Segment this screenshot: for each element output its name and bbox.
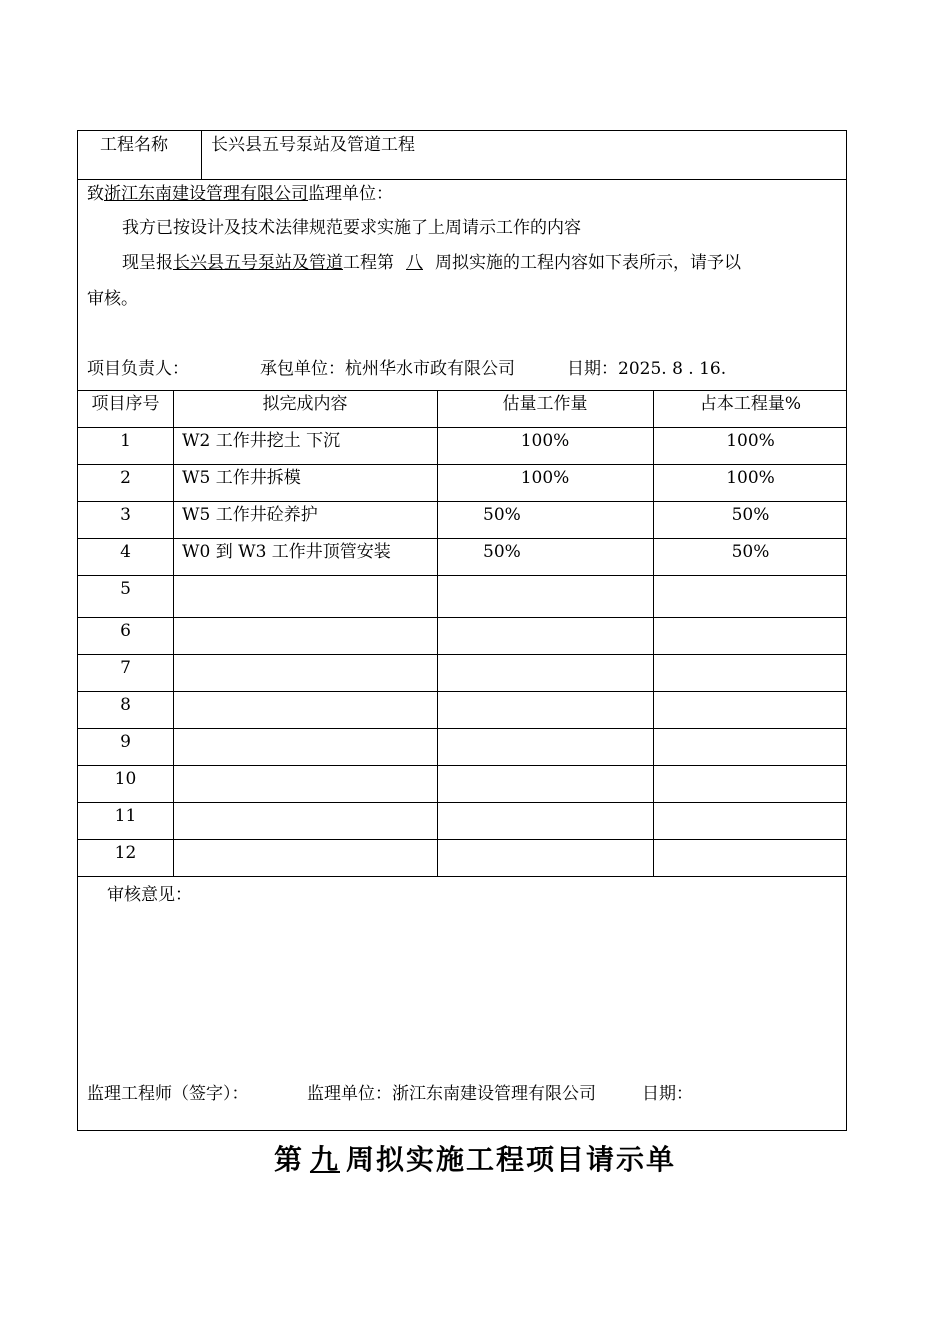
table-row-rule xyxy=(78,728,846,729)
table-row-content: W5 工作井砼养护 xyxy=(182,505,318,525)
title-suffix: 周拟实施工程项目请示单 xyxy=(346,1143,677,1176)
table-header-cell: 拟完成内容 xyxy=(262,394,348,414)
table-row-no: 8 xyxy=(120,695,131,715)
submit-date: 日期：2025. 8 . 16. xyxy=(567,359,727,379)
table-row-rule xyxy=(78,839,846,840)
table-row-no: 2 xyxy=(120,468,131,488)
line2-project: 长兴县五号泵站及管道 xyxy=(173,253,343,273)
table-row-rule xyxy=(78,654,846,655)
title-week: 九 xyxy=(309,1143,340,1176)
table-row-no: 11 xyxy=(114,806,137,826)
table-row-rule xyxy=(78,765,846,766)
letter-rule xyxy=(78,390,846,391)
table-row-rule xyxy=(78,501,846,502)
table-row-rule xyxy=(78,464,846,465)
addressee-prefix: 致 xyxy=(87,184,104,204)
table-row-no: 3 xyxy=(120,505,131,525)
table-header-cell: 估量工作量 xyxy=(502,394,588,414)
line2-prefix: 现呈报 xyxy=(122,253,173,273)
review-date: 日期： xyxy=(642,1084,693,1104)
page-title xyxy=(0,1138,950,1178)
title-prefix: 第 xyxy=(273,1143,304,1176)
contractor: 承包单位：杭州华水市政有限公司 xyxy=(260,359,515,379)
table-row-content: W0 到 W3 工作井顶管安装 xyxy=(182,542,391,562)
letter-line-2 xyxy=(122,253,741,273)
owner-label: 项目负责人： xyxy=(87,359,189,379)
table-row-no: 5 xyxy=(120,579,131,599)
table-row-no: 7 xyxy=(120,658,131,678)
project-name-value: 长兴县五号泵站及管道工程 xyxy=(211,135,415,155)
table-row-no: 9 xyxy=(120,732,131,752)
addressee-suffix: 监理单位： xyxy=(308,184,393,204)
table-row-no: 6 xyxy=(120,621,131,641)
line2-suffix: 周拟实施的工程内容如下表所示，请予以 xyxy=(435,253,741,273)
table-header-rule xyxy=(78,427,846,428)
table-header-cell: 项目序号 xyxy=(91,394,160,414)
table-row-no: 12 xyxy=(114,843,137,863)
table-row-share: 50% xyxy=(731,542,770,562)
table-row-no: 10 xyxy=(114,769,137,789)
table-row-estimate: 100% xyxy=(520,431,570,451)
table-row-no: 4 xyxy=(120,542,131,562)
letter-line-1: 我方已按设计及技术法律规范要求实施了上周请示工作的内容 xyxy=(122,218,581,238)
table-column-divider xyxy=(173,390,174,876)
table-row-estimate: 50% xyxy=(483,542,521,562)
table-row-rule xyxy=(78,538,846,539)
addressee-line xyxy=(87,184,393,204)
table-row-rule xyxy=(78,575,846,576)
letter-line-3: 审核。 xyxy=(87,289,138,309)
request-form xyxy=(77,130,847,1131)
project-name-label: 工程名称 xyxy=(100,135,168,155)
review-label: 审核意见： xyxy=(107,885,192,905)
addressee-company: 浙江东南建设管理有限公司 xyxy=(104,184,308,204)
table-header-cell: 占本工程量% xyxy=(699,394,802,414)
table-row-share: 100% xyxy=(726,431,775,451)
line2-week: 八 xyxy=(406,253,423,273)
engineer-signature-label: 监理工程师（签字）： xyxy=(87,1084,249,1104)
header-rule xyxy=(78,179,846,180)
table-row-content: W5 工作井拆模 xyxy=(182,468,301,488)
table-column-divider xyxy=(437,390,438,876)
table-row-rule xyxy=(78,691,846,692)
table-row-content: W2 工作井挖土 下沉 xyxy=(182,431,341,451)
table-row-share: 100% xyxy=(726,468,775,488)
table-row-rule xyxy=(78,617,846,618)
table-row-rule xyxy=(78,876,846,877)
line2-mid: 工程第 xyxy=(343,253,394,273)
table-row-no: 1 xyxy=(120,431,131,451)
supervision-unit: 监理单位：浙江东南建设管理有限公司 xyxy=(307,1084,596,1104)
table-row-estimate: 100% xyxy=(520,468,570,488)
table-row-estimate: 50% xyxy=(483,505,521,525)
header-divider xyxy=(201,131,202,179)
table-row-rule xyxy=(78,802,846,803)
table-row-share: 50% xyxy=(731,505,770,525)
table-column-divider xyxy=(653,390,654,876)
